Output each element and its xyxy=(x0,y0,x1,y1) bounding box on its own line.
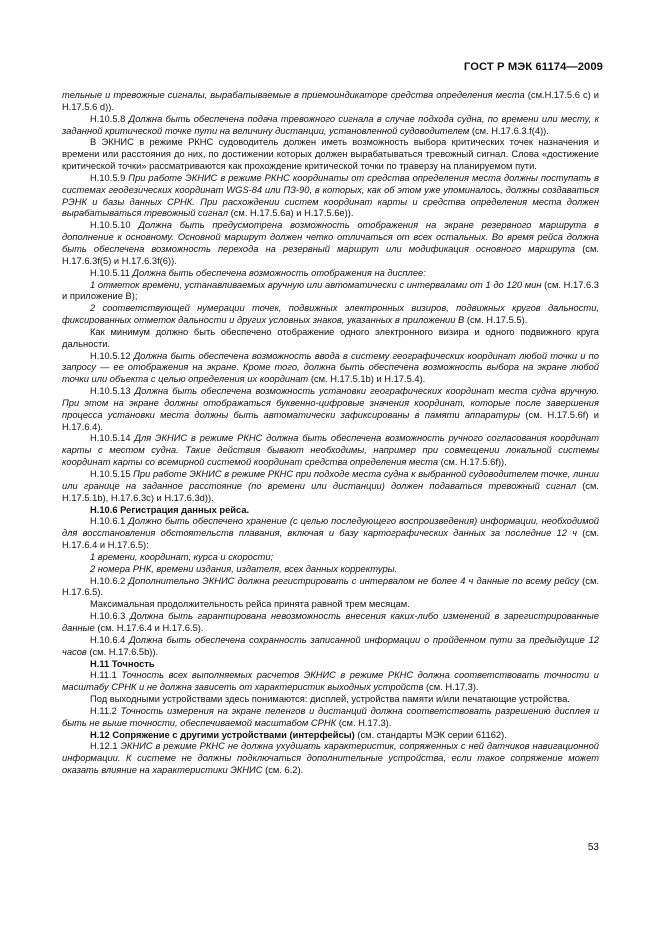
text-run: Должна быть предусмотрена возможность отображения на экране резервного маршрута в дополнение к основному. Основной маршрут должен четко отличаться от всех остальных. Во время рейса должна быть обеспечена возможность перехода на резервный маршрут или модификация основного маршрута xyxy=(62,220,599,254)
text-run: (см. Н.17.5.6f) и Н.17.6.4). xyxy=(62,409,599,432)
paragraph xyxy=(62,576,599,600)
text-run: Должно быть обеспечено хранение (с целью последующего воспроизведения) информации, необходимой для восстановления обстоятельств плавания, включая и базу картографических данных за последние 12 ч xyxy=(62,516,599,539)
text-run: (см. Н.17.3). xyxy=(425,682,479,693)
text-run: Должна быть обеспечена подача тревожного сигнала в случае подхода судна, по времени или месту, к заданной критической точке пути на величину дистанции, установленной судоводителем xyxy=(62,113,599,136)
text-run: ЭКНИС в режиме РКНС не должна ухудшать характеристик, сопряженных с ней датчиков навигационной информации. К системе не должны подключаться дополнительные устройства, если такое сопряжение может оказать влияние на характеристики ЭКНИС xyxy=(62,741,599,776)
paragraph xyxy=(62,635,599,659)
paragraph xyxy=(62,137,599,173)
text-run: (см.Н.17.5.6 с) и Н.17.5.6 d)). xyxy=(62,90,599,112)
text-run: Н.10.6.2 xyxy=(90,575,129,586)
paragraph xyxy=(62,505,599,517)
text-run: (см. Н.17.5.5). xyxy=(466,315,528,326)
paragraph xyxy=(62,599,599,611)
paragraph xyxy=(62,280,599,304)
paragraph xyxy=(62,694,599,706)
paragraph xyxy=(62,220,599,267)
text-run: фиксированных отметок дальности и других условных знаков, указанных в приложении В xyxy=(62,315,467,326)
text-run: Точность всех выполняемых расчетов ЭКНИС в режиме РКНС должна соответствовать точности и масштабу СРНК и не должна зависеть от характеристик выходных устройств xyxy=(62,670,599,693)
text-run: Н.11.2 xyxy=(90,705,121,716)
paragraph xyxy=(62,516,599,552)
paragraph xyxy=(62,90,599,114)
text-run: Должна быть обеспечена возможность отображения на дисплее: xyxy=(132,267,426,278)
page-number: 53 xyxy=(587,842,599,853)
text-run: (см. Н.17.6.4 и Н.17.6.5). xyxy=(97,622,204,633)
text-run: (см. Н.17.6.3f(5) и Н.17.6.3f(6)). xyxy=(62,243,599,266)
text-run: Как минимум должно быть обеспечено отображение одного электронного визира и одного подвижного круга дальности. xyxy=(62,326,599,349)
text-run: 2 соответствующей нумерации точек, подвижных электронных визиров, подвижных кругов дальности, xyxy=(90,303,599,314)
paragraph xyxy=(62,386,599,433)
text-run: (см. 6.2). xyxy=(265,765,304,776)
paragraph xyxy=(62,659,599,671)
text-run: Должна быть гарантирована невозможность внесения каких-либо изменений в зарегистрированные данные xyxy=(62,611,599,633)
paragraph xyxy=(62,741,599,777)
paragraph xyxy=(62,327,599,351)
text-run: (см. Н.17.6.4 и Н.17.6.5): xyxy=(62,528,599,551)
text-run: 1 отметок времени, устанавливаемых вручную или автоматически с интервалами от 1 до 120 мин xyxy=(90,279,545,290)
text-run: Под выходными устройствами здесь понимаются: дисплей, устройства памяти и/или печатающие устройства. xyxy=(90,694,570,705)
text-run: Точность измерения на экране пеленгов и дистанций должна соответствовать разрешению дисплея и быть не выше точности, обеспечиваемой масштабом СРНК xyxy=(62,705,599,728)
paragraph xyxy=(62,303,599,327)
text-run: (см. Н.17.3). xyxy=(338,717,392,728)
text-run: Н.10.6 Регистрация данных рейса. xyxy=(90,504,250,515)
text-run: Должна быть обеспечена сохранность записанной информации о пройденном пути за предыдущие 12 часов xyxy=(62,634,599,657)
text-run: Для ЭКНИС в режиме РКНС должна быть обеспечена возможность ручного согласования координат карты с местом судна. Такие действия бывают необходимы, например при совмещении локальной системы координат карты со всемирной системой координат средства определения места xyxy=(62,433,599,468)
text-run: При работе ЭКНИС в режиме РКНС координаты от средства определения места должны поступать в системах геодезических координат WGS-84 или ПЗ-90, в которых, как об этом уже упоминалось, должны создаваться РЭНК и базы данных СРНК. При расхождении систем координат карты и средства определения места должен вырабатываться тревожный сигнал xyxy=(62,172,599,219)
text-run: Должна быть обеспечена возможность ввода в систему географических координат любой точки и по запросу — ее отображения на экране. Кроме того, должна быть обеспечена возможность выбора на экране любой точки или объекта с целью определения их координат xyxy=(62,350,599,385)
paragraph xyxy=(62,670,599,694)
text-run: Дополнительно ЭКНИС должна регистрировать с интервалом не более 4 ч данные по всему рейсу xyxy=(128,575,583,586)
text-run: (см. Н.17.6.3.f(4)). xyxy=(471,125,549,136)
text-run: Н.10.5.9 xyxy=(90,172,129,183)
text-run: Н.10.5.13 xyxy=(90,386,135,397)
text-run: (см. Н.17.5.6f)). xyxy=(440,457,507,468)
text-run: (см. стандарты МЭК серии 61162). xyxy=(357,729,507,740)
text-run: (см. Н.17.6.5b)). xyxy=(89,646,159,657)
text-run: (см. Н.17.6.3 и приложение В); xyxy=(62,279,599,302)
text-run: (см. Н.17.6.5). xyxy=(62,575,599,598)
text-run: Максимальная продолжительность рейса принята равной трем месяцам. xyxy=(90,599,410,610)
document-body xyxy=(62,90,599,777)
text-run: Н.10.5.10 xyxy=(90,220,139,231)
text-run: (см. Н.17.5.1b) и Н.17.5.4). xyxy=(310,374,426,385)
text-run: Н.12 Сопряжение с другими устройствами (интерфейсы) xyxy=(90,729,358,740)
standard-header: ГОСТ Р МЭК 61174—2009 xyxy=(463,61,603,73)
paragraph xyxy=(62,351,599,387)
text-run: 2 номера РНК, времени издания, издателя, всех данных корректуры. xyxy=(90,563,398,574)
paragraph xyxy=(62,469,599,505)
text-run: Н.10.6.3 xyxy=(90,611,130,622)
text-run: Н.10.5.15 xyxy=(90,469,134,479)
text-run: тельные и тревожные сигналы, вырабатываемые в приемоиндикаторе средства определения места xyxy=(62,90,528,100)
text-run: Н.10.5.8 xyxy=(90,113,129,124)
paragraph xyxy=(62,564,599,576)
text-run: Н.10.5.12 xyxy=(90,350,134,361)
text-run: При работе ЭКНИС в режиме РКНС при подходе места судна к выбранной судоводителем точке, линии или границе на заданное расстояние (по времени или дистанции) должен подаваться тревожный сигнал xyxy=(62,469,599,491)
text-run: Н.11.1 xyxy=(90,670,122,681)
text-run: Должна быть обеспечена возможность установки географических координат места судна вручную. При этом на экране должны отображаться буквенно-цифровые значения координат, которые после завершения процесса установки места должны быть автоматически зафиксированы в памяти аппаратуры xyxy=(62,386,599,420)
text-run: 1 времени, координат, курса и скорости; xyxy=(90,551,274,562)
paragraph xyxy=(62,433,599,469)
paragraph xyxy=(62,114,599,138)
paragraph xyxy=(62,173,599,220)
text-run: (см. Н.17.5.1b), Н.17.6.3c) и Н.17.6.3d)). xyxy=(62,480,599,503)
text-run: Н.11 Точность xyxy=(90,658,155,669)
text-run: В ЭКНИС в режиме РКНС судоводитель должен иметь возможность выбора критических точек назначения и времени или расстояния до них, по достижении которых должен вырабатываться тревожный сигнал. Слова «достижение критической точки» рассматриваются как прохождение критической точки по траверзу на планируемом пути. xyxy=(62,137,599,172)
text-run: Н.10.6.4 xyxy=(90,634,130,645)
paragraph xyxy=(62,706,599,730)
text-run: Н.10.5.14 xyxy=(90,433,135,444)
text-run: Н.10.5.11 xyxy=(90,267,133,278)
text-run: (см. Н.17.5.6a) и Н.17.5.6e)). xyxy=(230,208,354,219)
paragraph xyxy=(62,552,599,564)
paragraph xyxy=(62,611,599,635)
text-run: Н.12.1 xyxy=(90,741,121,752)
paragraph xyxy=(62,730,599,742)
paragraph xyxy=(62,268,599,280)
text-run: Н.10.6.1 xyxy=(90,516,129,527)
